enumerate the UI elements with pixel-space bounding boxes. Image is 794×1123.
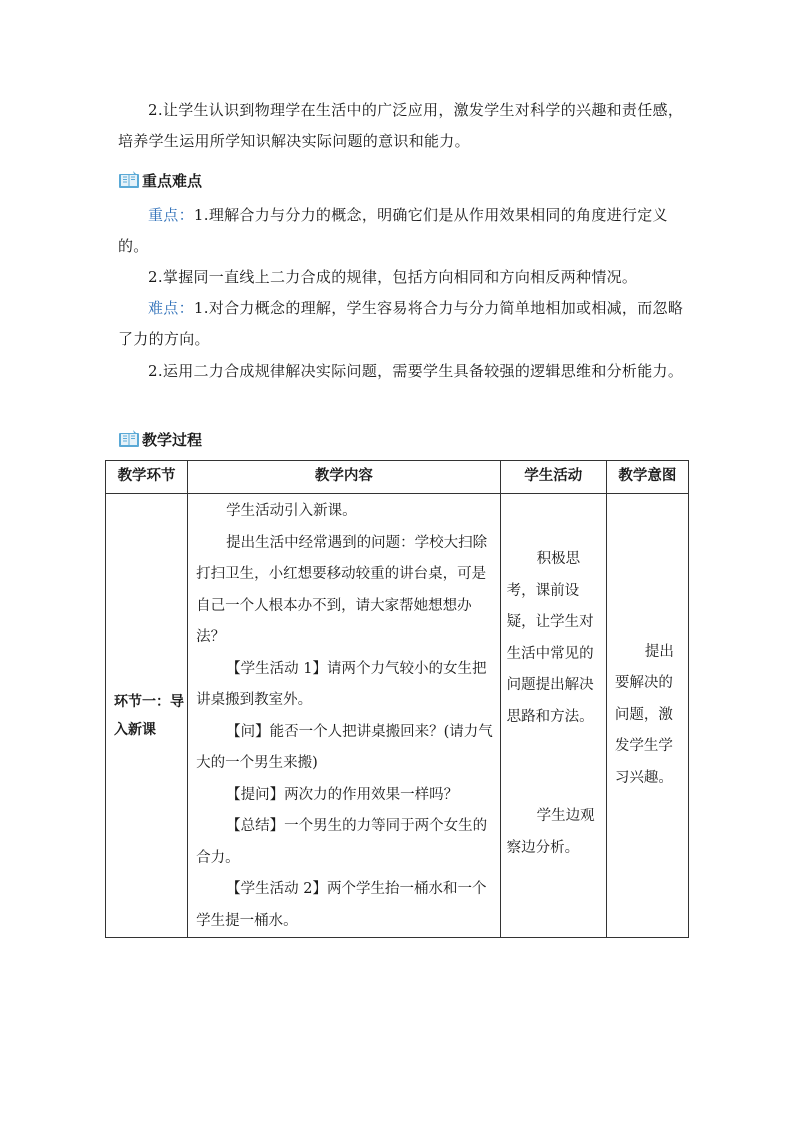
section-process-heading	[118, 427, 202, 451]
focus-point-1	[118, 200, 688, 262]
content-cell	[188, 494, 501, 938]
header-content: 教学内容	[188, 461, 501, 494]
header-intent: 教学意图	[606, 461, 688, 494]
stage-cell: 环节一：导入新课	[106, 494, 188, 938]
intent-text: 提出要解决的问题，激发学生学习兴趣。	[614, 643, 674, 786]
difficulty-point-1	[118, 293, 688, 355]
table-row	[106, 494, 689, 938]
header-activity: 学生活动	[500, 461, 606, 494]
table-header-row	[106, 461, 689, 494]
difficulty-label: 难点：	[148, 299, 194, 317]
content-line: 【学生活动 1】请两个力气较小的女生把讲桌搬到教室外。	[196, 660, 487, 708]
content-line: 提出生活中经常遇到的问题：学校大扫除打扫卫生，小红想要移动较重的讲台桌，可是自己一个人根本办不到，请大家帮她想想办法？	[196, 534, 488, 645]
focus-point-2: 2.掌握同一直线上二力合成的规律，包括方向相同和方向相反两种情况。	[148, 268, 638, 286]
section-key-points-heading	[118, 168, 202, 192]
content-line: 【总结】一个男生的力等同于两个女生的合力。	[196, 818, 488, 866]
header-stage: 教学环节	[106, 461, 188, 494]
teaching-process-table	[105, 460, 689, 938]
section-title: 重点难点	[142, 171, 203, 190]
difficulty-text-1: 1.对合力概念的理解，学生容易将合力与分力简单地相加或相减，而忽略了力的方向。	[118, 299, 684, 348]
objective-2: 2.让学生认识到物理学在生活中的广泛应用，激发学生对科学的兴趣和责任感，培养学生运用所学知识解决实际问题的意识和能力。	[118, 101, 684, 150]
intent-cell	[606, 494, 688, 938]
content-line: 【问】能否一个人把讲桌搬回来？(请力气大的一个男生来搬)	[196, 723, 493, 771]
book-icon	[118, 430, 140, 448]
activity-cell	[500, 494, 606, 938]
book-icon	[118, 171, 140, 189]
section-title: 教学过程	[142, 430, 203, 449]
activity-text-1: 积极思考，课前设疑，让学生对生活中常见的问题提出解决思路和方法。	[506, 551, 594, 725]
focus-label: 重点：	[148, 206, 194, 224]
difficulty-point-2: 2.运用二力合成规律解决实际问题，需要学生具备较强的逻辑思维和分析能力。	[148, 362, 684, 380]
focus-text-1: 1.理解合力与分力的概念，明确它们是从作用效果相同的角度进行定义的。	[118, 206, 668, 255]
activity-text-2: 学生边观察边分析。	[506, 808, 595, 856]
content-line: 【学生活动 2】两个学生抬一桶水和一个学生提一桶水。	[196, 881, 487, 929]
content-line: 学生活动引入新课。	[226, 503, 357, 519]
content-line: 【提问】两次力的作用效果一样吗？	[226, 786, 459, 803]
